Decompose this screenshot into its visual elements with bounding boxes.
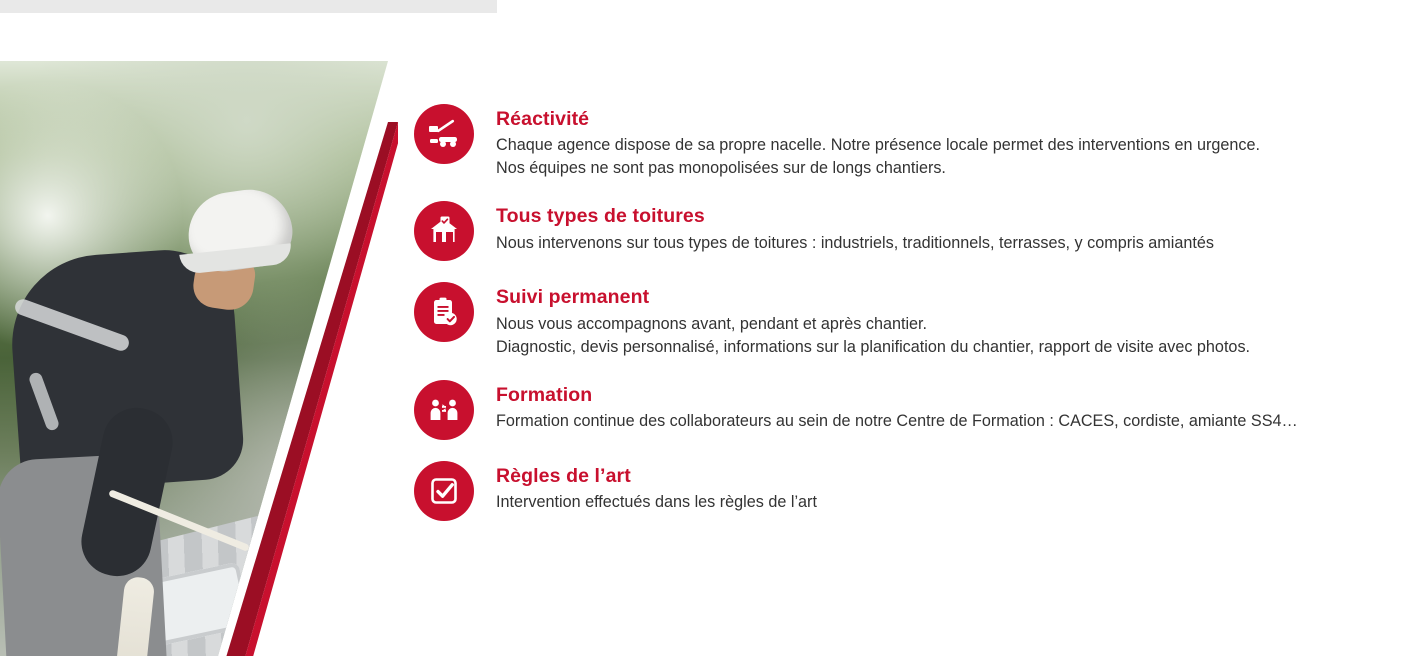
roof-worker-photo — [0, 61, 398, 656]
feature-text-toitures — [496, 201, 1214, 254]
feature-title: Formation — [496, 383, 593, 406]
worker-figure — [8, 157, 258, 656]
feature-line: Chaque agence dispose de sa propre nacelle. Notre présence locale permet des interventions en urgence. — [496, 136, 1260, 155]
feature-item-regles-de-lart — [414, 461, 1374, 521]
checkbox-check-icon — [414, 461, 474, 521]
feature-list — [414, 104, 1374, 542]
feature-item-suivi — [414, 282, 1374, 358]
cherry-picker-icon — [414, 104, 474, 164]
feature-line: Nous intervenons sur tous types de toitures : industriels, traditionnels, terrasses, y compris amiantés — [496, 233, 1214, 252]
feature-title: Suivi permanent — [496, 286, 650, 309]
feature-text-reactivite — [496, 104, 1260, 180]
photo-clip — [0, 61, 398, 656]
feature-line: Formation continue des collaborateurs au sein de notre Centre de Formation : CACES, cordiste, amiante SS4… — [496, 412, 1298, 431]
feature-line: Nous vous accompagnons avant, pendant et après chantier. — [496, 314, 928, 333]
feature-title: Réactivité — [496, 108, 590, 130]
feature-item-formation — [414, 380, 1374, 440]
training-people-icon — [414, 380, 474, 440]
house-check-icon — [414, 201, 474, 261]
feature-text-suivi — [496, 282, 1250, 358]
feature-text-regles-de-lart — [496, 461, 817, 514]
feature-line: Nos équipes ne sont pas monopolisées sur de longs chantiers. — [496, 159, 946, 178]
clipboard-check-icon — [414, 282, 474, 342]
feature-title: Règles de l’art — [496, 464, 631, 487]
feature-title: Tous types de toitures — [496, 205, 705, 228]
feature-item-reactivite — [414, 104, 1374, 180]
feature-line: Diagnostic, devis personnalisé, informations sur la planification du chantier, rapport de visite avec photos. — [496, 337, 1251, 356]
photo-image — [0, 61, 398, 656]
feature-line: Intervention effectués dans les règles de l’art — [496, 493, 817, 512]
feature-text-formation — [496, 380, 1298, 433]
top-grey-strip — [0, 0, 497, 13]
feature-item-toitures — [414, 201, 1374, 261]
